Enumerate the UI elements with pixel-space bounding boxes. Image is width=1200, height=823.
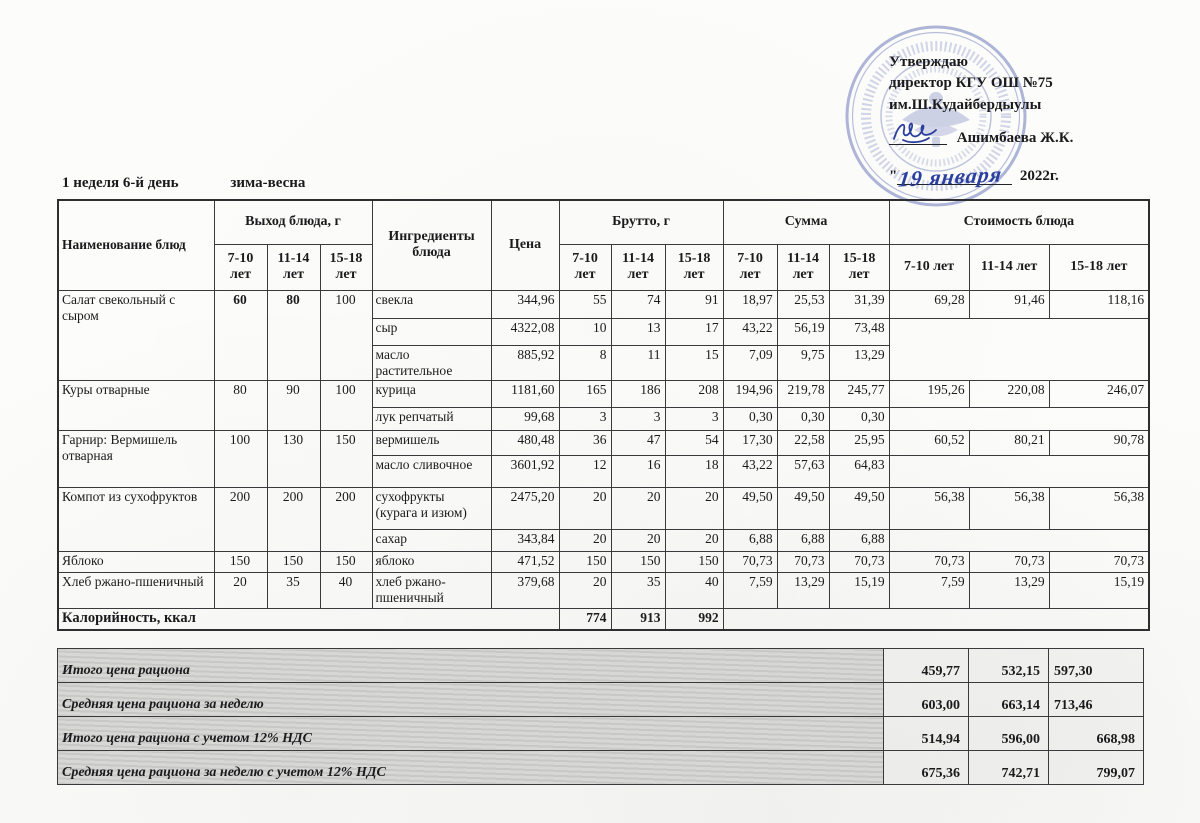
cost-cell: 246,07 bbox=[1049, 380, 1149, 407]
price-cell: 343,84 bbox=[491, 529, 559, 551]
sum-cell: 0,30 bbox=[723, 407, 777, 430]
sum-cell: 7,09 bbox=[723, 345, 777, 380]
brutto-cell: 47 bbox=[611, 430, 665, 455]
output-cell: 100 bbox=[214, 430, 267, 487]
price-cell: 480,48 bbox=[491, 430, 559, 455]
ingredient-name: сухофрукты (курага и изюм) bbox=[372, 487, 491, 529]
cost-cell: 56,38 bbox=[969, 487, 1049, 529]
col-header-brutto: Брутто, г bbox=[559, 200, 723, 244]
brutto-cell: 3 bbox=[665, 407, 723, 430]
summary-value: 663,14 bbox=[969, 683, 1049, 717]
sum-cell: 15,19 bbox=[829, 572, 889, 608]
age-header: 7-10 лет bbox=[214, 244, 267, 290]
sum-cell: 56,19 bbox=[777, 318, 829, 345]
summary-row bbox=[58, 717, 1144, 751]
summary-value: 514,94 bbox=[884, 717, 969, 751]
cost-cell: 70,73 bbox=[1049, 551, 1149, 572]
brutto-cell: 18 bbox=[665, 455, 723, 487]
brutto-cell: 8 bbox=[559, 345, 611, 380]
cost-filler-cell bbox=[889, 529, 1149, 551]
price-cell: 379,68 bbox=[491, 572, 559, 608]
approval-line-school: им.Ш.Кудайбердыулы bbox=[889, 96, 1042, 113]
sum-cell: 49,50 bbox=[829, 487, 889, 529]
date-open-quote: " bbox=[889, 168, 898, 185]
brutto-cell: 20 bbox=[559, 487, 611, 529]
cost-filler-cell bbox=[889, 407, 1149, 430]
summary-row bbox=[58, 751, 1144, 785]
sum-cell: 31,39 bbox=[829, 290, 889, 318]
output-cell: 90 bbox=[267, 380, 320, 430]
output-cell: 20 bbox=[214, 572, 267, 608]
ingredient-name: сахар bbox=[372, 529, 491, 551]
price-cell: 3601,92 bbox=[491, 455, 559, 487]
price-cell: 4322,08 bbox=[491, 318, 559, 345]
signature-icon bbox=[889, 118, 947, 144]
dish-name: Куры отварные bbox=[58, 380, 214, 430]
header-row-groups bbox=[58, 200, 1149, 244]
summary-table bbox=[57, 648, 1144, 785]
output-cell: 40 bbox=[320, 572, 372, 608]
age-header: 7-10 лет bbox=[559, 244, 611, 290]
summary-label: Итого цена рациона bbox=[58, 649, 884, 683]
cost-cell: 80,21 bbox=[969, 430, 1049, 455]
sum-cell: 18,97 bbox=[723, 290, 777, 318]
brutto-cell: 55 bbox=[559, 290, 611, 318]
date-row bbox=[889, 161, 1189, 192]
signer-name: Ашимбаева Ж.К. bbox=[956, 129, 1074, 146]
sum-cell: 64,83 bbox=[829, 455, 889, 487]
brutto-cell: 20 bbox=[665, 529, 723, 551]
calories-label: Калорийность, ккал bbox=[58, 608, 559, 630]
sum-cell: 70,73 bbox=[723, 551, 777, 572]
approval-line-approve: Утверждаю bbox=[889, 54, 968, 70]
output-cell: 100 bbox=[320, 290, 372, 380]
brutto-cell: 150 bbox=[559, 551, 611, 572]
title-season: зима-весна bbox=[230, 175, 306, 191]
age-header: 15-18 лет bbox=[320, 244, 372, 290]
cost-cell: 13,29 bbox=[969, 572, 1049, 608]
age-header: 11-14 лет bbox=[267, 244, 320, 290]
sum-cell: 25,53 bbox=[777, 290, 829, 318]
ingredient-name: курица bbox=[372, 380, 491, 407]
sum-cell: 219,78 bbox=[777, 380, 829, 407]
sum-cell: 70,73 bbox=[829, 551, 889, 572]
col-header-price: Цена bbox=[491, 200, 559, 290]
brutto-cell: 17 bbox=[665, 318, 723, 345]
calories-row bbox=[58, 608, 1149, 630]
cost-cell: 56,38 bbox=[889, 487, 969, 529]
brutto-cell: 16 bbox=[611, 455, 665, 487]
summary-value: 459,77 bbox=[884, 649, 969, 683]
calories-cell: 992 bbox=[665, 608, 723, 630]
sum-cell: 49,50 bbox=[777, 487, 829, 529]
sum-cell: 43,22 bbox=[723, 455, 777, 487]
ingredient-row bbox=[58, 551, 1149, 572]
handwritten-date: 19 января bbox=[897, 161, 1005, 192]
brutto-cell: 208 bbox=[665, 380, 723, 407]
brutto-cell: 91 bbox=[665, 290, 723, 318]
cost-cell: 70,73 bbox=[889, 551, 969, 572]
menu-table-wrap bbox=[57, 199, 1150, 631]
output-cell: 60 bbox=[214, 290, 267, 380]
signature-row bbox=[889, 118, 1189, 149]
cost-cell: 118,16 bbox=[1049, 290, 1149, 318]
price-cell: 1181,60 bbox=[491, 380, 559, 407]
brutto-cell: 35 bbox=[611, 572, 665, 608]
age-header: 15-18 лет bbox=[665, 244, 723, 290]
output-cell: 200 bbox=[214, 487, 267, 551]
output-cell: 200 bbox=[320, 487, 372, 551]
price-cell: 885,92 bbox=[491, 345, 559, 380]
brutto-cell: 54 bbox=[665, 430, 723, 455]
header-row-ages bbox=[58, 244, 1149, 290]
summary-value: 713,46 bbox=[1049, 683, 1144, 717]
approval-line-director: директор КГУ ОШ №75 bbox=[889, 75, 1053, 92]
sum-cell: 70,73 bbox=[777, 551, 829, 572]
sum-cell: 6,88 bbox=[829, 529, 889, 551]
sum-cell: 194,96 bbox=[723, 380, 777, 407]
dish-name: Салат свекольный с сыром bbox=[58, 290, 214, 380]
output-cell: 150 bbox=[320, 551, 372, 572]
sum-cell: 0,30 bbox=[829, 407, 889, 430]
ingredient-row bbox=[58, 290, 1149, 318]
ingredient-name: хлеб ржано-пшеничный bbox=[372, 572, 491, 608]
ingredient-name: лук репчатый bbox=[372, 407, 491, 430]
brutto-cell: 13 bbox=[611, 318, 665, 345]
sum-cell: 6,88 bbox=[723, 529, 777, 551]
sum-cell: 73,48 bbox=[829, 318, 889, 345]
summary-value: 742,71 bbox=[969, 751, 1049, 785]
price-cell: 344,96 bbox=[491, 290, 559, 318]
cost-cell: 90,78 bbox=[1049, 430, 1149, 455]
date-year: 2022г. bbox=[1019, 168, 1059, 185]
col-header-output: Выход блюда, г bbox=[214, 200, 372, 244]
ingredient-name: свекла bbox=[372, 290, 491, 318]
brutto-cell: 40 bbox=[665, 572, 723, 608]
brutto-cell: 186 bbox=[611, 380, 665, 407]
calories-cell: 774 bbox=[559, 608, 611, 630]
ingredient-row bbox=[58, 380, 1149, 407]
brutto-cell: 20 bbox=[611, 529, 665, 551]
calories-cell: 913 bbox=[611, 608, 665, 630]
sum-cell: 13,29 bbox=[777, 572, 829, 608]
sum-cell: 25,95 bbox=[829, 430, 889, 455]
ingredient-row bbox=[58, 487, 1149, 529]
sum-cell: 0,30 bbox=[777, 407, 829, 430]
summary-label: Средняя цена рациона за неделю с учетом 12% НДС bbox=[58, 751, 884, 785]
calories-filler-cell bbox=[723, 608, 1149, 630]
col-header-dish: Наименование блюд bbox=[58, 200, 214, 290]
dish-name: Яблоко bbox=[58, 551, 214, 572]
brutto-cell: 20 bbox=[559, 529, 611, 551]
summary-value: 596,00 bbox=[969, 717, 1049, 751]
output-cell: 150 bbox=[320, 430, 372, 487]
summary-value: 597,30 bbox=[1049, 649, 1144, 683]
brutto-cell: 10 bbox=[559, 318, 611, 345]
col-header-cost: Стоимость блюда bbox=[889, 200, 1149, 244]
summary-table-wrap bbox=[57, 648, 1144, 785]
ingredient-row bbox=[58, 430, 1149, 455]
output-cell: 80 bbox=[267, 290, 320, 380]
summary-value: 532,15 bbox=[969, 649, 1049, 683]
brutto-cell: 12 bbox=[559, 455, 611, 487]
output-cell: 100 bbox=[320, 380, 372, 430]
summary-value: 603,00 bbox=[884, 683, 969, 717]
brutto-cell: 165 bbox=[559, 380, 611, 407]
sum-cell: 43,22 bbox=[723, 318, 777, 345]
col-header-sum: Сумма bbox=[723, 200, 889, 244]
ingredient-name: яблоко bbox=[372, 551, 491, 572]
dish-name: Хлеб ржано-пшеничный bbox=[58, 572, 214, 608]
output-cell: 150 bbox=[267, 551, 320, 572]
output-cell: 150 bbox=[214, 551, 267, 572]
dish-name: Компот из сухофруктов bbox=[58, 487, 214, 551]
dish-name: Гарнир: Вермишель отварная bbox=[58, 430, 214, 487]
brutto-cell: 150 bbox=[611, 551, 665, 572]
menu-table bbox=[57, 199, 1150, 631]
cost-cell: 56,38 bbox=[1049, 487, 1149, 529]
cost-cell: 70,73 bbox=[969, 551, 1049, 572]
brutto-cell: 36 bbox=[559, 430, 611, 455]
title-week-day: 1 неделя 6-й день bbox=[62, 175, 179, 191]
cost-cell: 195,26 bbox=[889, 380, 969, 407]
sum-cell: 245,77 bbox=[829, 380, 889, 407]
sum-cell: 13,29 bbox=[829, 345, 889, 380]
cost-cell: 7,59 bbox=[889, 572, 969, 608]
cost-cell: 220,08 bbox=[969, 380, 1049, 407]
ingredient-name: вермишель bbox=[372, 430, 491, 455]
output-cell: 130 bbox=[267, 430, 320, 487]
brutto-cell: 20 bbox=[611, 487, 665, 529]
brutto-cell: 15 bbox=[665, 345, 723, 380]
sum-cell: 57,63 bbox=[777, 455, 829, 487]
document-title bbox=[62, 175, 305, 192]
output-cell: 80 bbox=[214, 380, 267, 430]
age-header: 15-18 лет bbox=[1049, 244, 1149, 290]
summary-value: 675,36 bbox=[884, 751, 969, 785]
brutto-cell: 20 bbox=[559, 572, 611, 608]
brutto-cell: 74 bbox=[611, 290, 665, 318]
brutto-cell: 11 bbox=[611, 345, 665, 380]
price-cell: 99,68 bbox=[491, 407, 559, 430]
cost-filler-cell bbox=[889, 455, 1149, 487]
ingredient-row bbox=[58, 572, 1149, 608]
ingredient-name: сыр bbox=[372, 318, 491, 345]
cost-filler-cell bbox=[889, 318, 1149, 380]
age-header: 7-10 лет bbox=[723, 244, 777, 290]
cost-cell: 15,19 bbox=[1049, 572, 1149, 608]
cost-cell: 60,52 bbox=[889, 430, 969, 455]
sum-cell: 7,59 bbox=[723, 572, 777, 608]
brutto-cell: 3 bbox=[611, 407, 665, 430]
summary-label: Средняя цена рациона за неделю bbox=[58, 683, 884, 717]
ingredient-name: масло растительное bbox=[372, 345, 491, 380]
sum-cell: 6,88 bbox=[777, 529, 829, 551]
age-header: 11-14 лет bbox=[969, 244, 1049, 290]
brutto-cell: 150 bbox=[665, 551, 723, 572]
approval-block bbox=[889, 52, 1189, 192]
col-header-ingredients: Ингредиенты блюда bbox=[372, 200, 491, 290]
summary-row bbox=[58, 683, 1144, 717]
age-header: 15-18 лет bbox=[829, 244, 889, 290]
summary-row bbox=[58, 649, 1144, 683]
summary-value: 668,98 bbox=[1049, 717, 1144, 751]
price-cell: 2475,20 bbox=[491, 487, 559, 529]
summary-label: Итого цена рациона с учетом 12% НДС bbox=[58, 717, 884, 751]
sum-cell: 17,30 bbox=[723, 430, 777, 455]
ingredient-name: масло сливочное bbox=[372, 455, 491, 487]
age-header: 11-14 лет bbox=[777, 244, 829, 290]
cost-cell: 91,46 bbox=[969, 290, 1049, 318]
output-cell: 200 bbox=[267, 487, 320, 551]
sum-cell: 22,58 bbox=[777, 430, 829, 455]
signature-underline bbox=[889, 118, 947, 145]
date-underline bbox=[897, 161, 1012, 192]
age-header: 7-10 лет bbox=[889, 244, 969, 290]
cost-cell: 69,28 bbox=[889, 290, 969, 318]
age-header: 11-14 лет bbox=[611, 244, 665, 290]
output-cell: 35 bbox=[267, 572, 320, 608]
sum-cell: 9,75 bbox=[777, 345, 829, 380]
brutto-cell: 20 bbox=[665, 487, 723, 529]
brutto-cell: 3 bbox=[559, 407, 611, 430]
summary-value: 799,07 bbox=[1049, 751, 1144, 785]
sum-cell: 49,50 bbox=[723, 487, 777, 529]
price-cell: 471,52 bbox=[491, 551, 559, 572]
